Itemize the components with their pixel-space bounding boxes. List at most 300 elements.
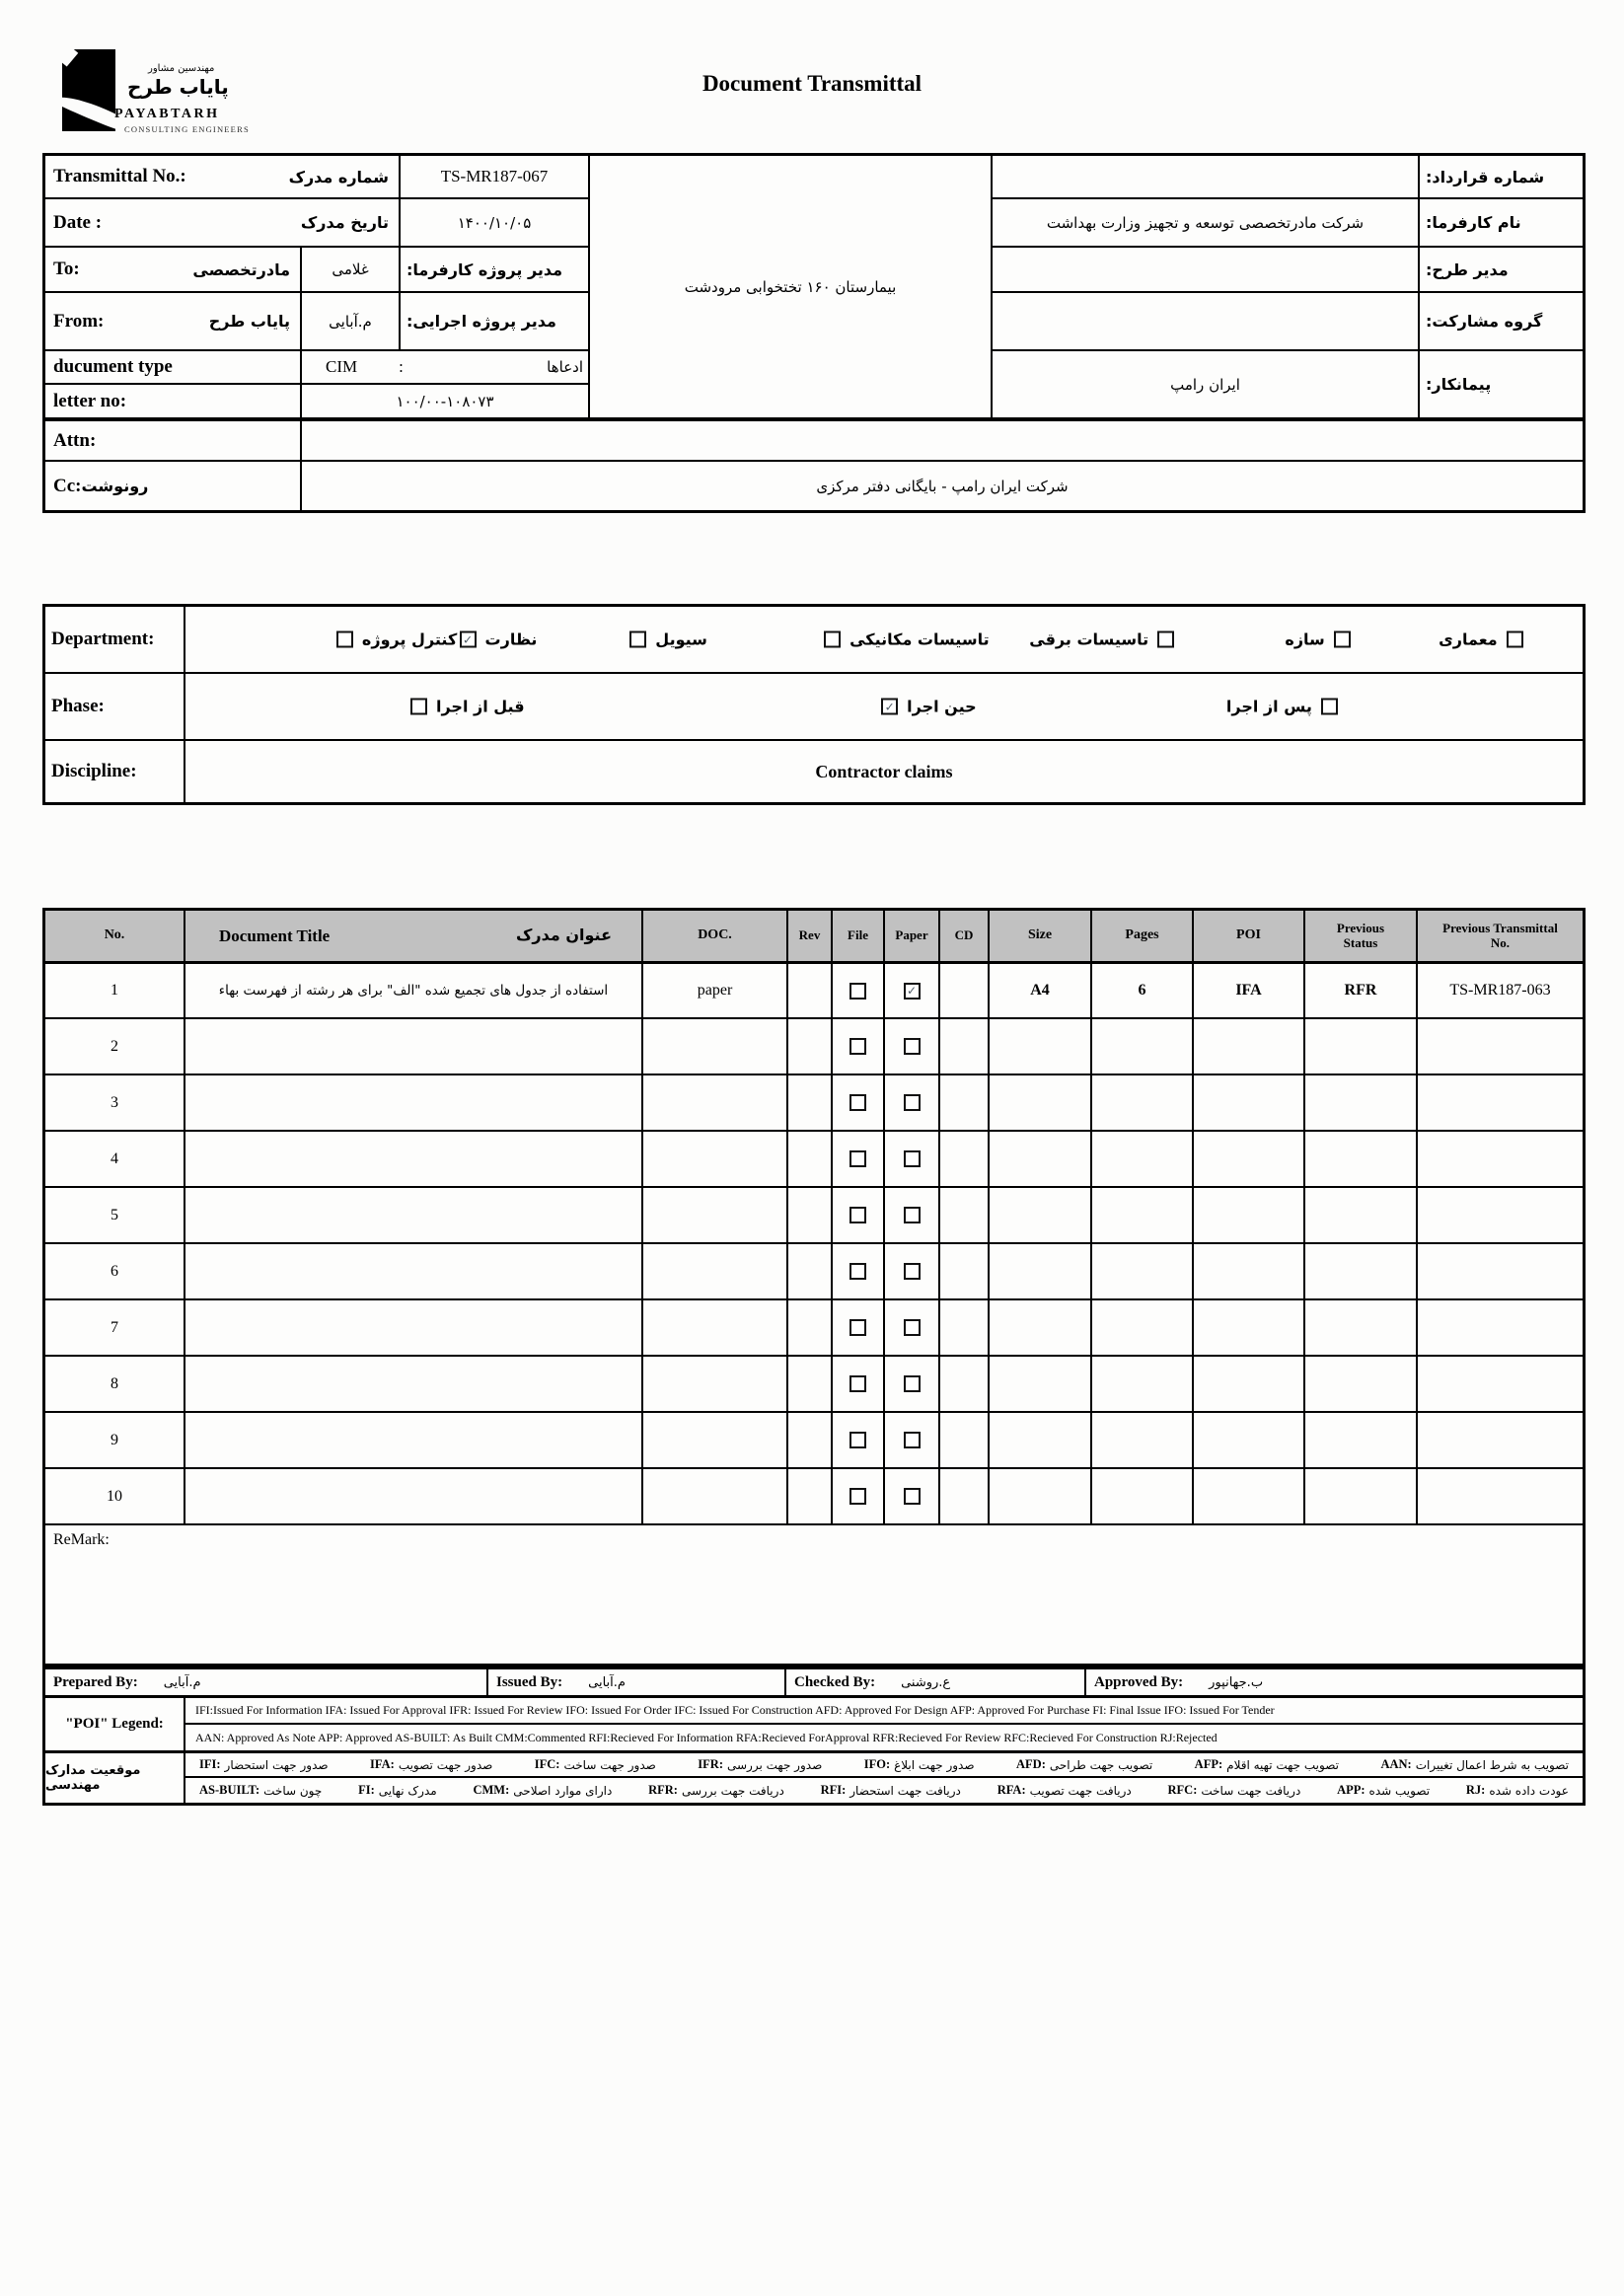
prepared-by-label: Prepared By: (53, 1673, 138, 1690)
legend-text: دارای موارد اصلاحی (513, 1783, 613, 1798)
row-prev-status (1305, 1357, 1418, 1413)
row-rev (788, 1357, 833, 1413)
row-cd (940, 1132, 990, 1188)
row-pages (1092, 1244, 1194, 1300)
legend-item (698, 1757, 822, 1772)
legend-item (1016, 1757, 1152, 1772)
row-prev-status (1305, 1132, 1418, 1188)
row-doc (643, 1413, 788, 1469)
row-file-cell (833, 964, 885, 1019)
transmittal-no-value: TS-MR187-067 (401, 156, 590, 199)
row-prev-status (1305, 1244, 1418, 1300)
checkbox-icon[interactable] (410, 699, 427, 715)
row-cd (940, 1075, 990, 1132)
row-paper-cell (885, 964, 940, 1019)
row-title (185, 1357, 643, 1413)
table-row (45, 1188, 1583, 1244)
legend-item (821, 1783, 961, 1798)
department-option-civil[interactable] (629, 630, 707, 649)
department-option-label: تاسیسات مکانیکی (849, 630, 990, 649)
logo-fa-name: پایاب طرح (127, 75, 229, 99)
col-header-no: No. (45, 911, 185, 964)
col-header-title-en: Document Title (219, 926, 331, 945)
remark-label: ReMark: (53, 1531, 110, 1548)
legend-code: IFA: (370, 1757, 395, 1771)
col-header-paper: Paper (885, 911, 940, 964)
row-rev (788, 1132, 833, 1188)
to-label-cell (45, 248, 302, 293)
paper-checkbox-icon[interactable] (904, 1375, 921, 1392)
legend-item (1195, 1757, 1339, 1772)
row-prev-transmittal (1418, 1413, 1583, 1469)
row-prev-status (1305, 1300, 1418, 1357)
project-manager-value (993, 248, 1420, 293)
from-label-fa: پایاب طرح (208, 312, 290, 331)
row-poi (1194, 1300, 1305, 1357)
transmittal-info-table (42, 153, 1586, 513)
to-label-fa: مادرتخصصی (192, 259, 290, 279)
row-cd (940, 1413, 990, 1469)
col-header-prev-transmittal: Previous Transmittal No. (1418, 911, 1583, 964)
paper-checkbox-icon[interactable] (904, 1207, 921, 1223)
row-prev-transmittal (1418, 1019, 1583, 1075)
row-doc (643, 1075, 788, 1132)
col-header-rev: Rev (788, 911, 833, 964)
cc-value: شرکت ایران رامپ - بایگانی دفتر مرکزی (816, 477, 1069, 495)
checkbox-icon[interactable] (824, 631, 841, 648)
legend-item (473, 1783, 612, 1798)
file-checkbox-icon[interactable] (849, 1207, 866, 1223)
row-prev-status (1305, 1413, 1418, 1469)
table-row (45, 1244, 1583, 1300)
col-header-prev-status: Previous Status (1305, 911, 1418, 964)
file-checkbox-icon[interactable] (849, 1375, 866, 1392)
letter-no-value: ۱۰۰/۰۰-۱۰۸۰۷۳ (302, 385, 590, 419)
row-doc (643, 1244, 788, 1300)
discipline-value: Contractor claims (815, 761, 953, 781)
row-poi (1194, 1075, 1305, 1132)
row-cd (940, 1244, 990, 1300)
checked-by-value: ع.روشنی (901, 1674, 951, 1690)
legend-code: IFO: (863, 1757, 891, 1771)
department-option-label: سیویل (655, 630, 707, 649)
row-doc (643, 1300, 788, 1357)
legend-text: تصویب جهت تهیه اقلام (1226, 1757, 1339, 1772)
legend-text: صدور جهت تصویب (398, 1757, 493, 1772)
legend-text: تصویب به شرط اعمال تغییرات (1415, 1757, 1569, 1772)
legend-code: APP: (1337, 1783, 1366, 1797)
row-doc (643, 1019, 788, 1075)
paper-checkbox-icon[interactable] (904, 1094, 921, 1111)
legend-text: صدور جهت ساخت (563, 1757, 656, 1772)
row-doc (643, 1188, 788, 1244)
paper-checkbox-icon[interactable] (904, 983, 921, 1000)
row-file-cell (833, 1188, 885, 1244)
row-doc (643, 1132, 788, 1188)
prepared-by-value: م.آبایی (163, 1674, 201, 1690)
legend-text: دریافت جهت بررسی (681, 1783, 784, 1798)
file-checkbox-icon[interactable] (849, 983, 866, 1000)
legend-item (1380, 1757, 1569, 1772)
paper-checkbox-icon[interactable] (904, 1488, 921, 1505)
department-option-structure[interactable] (1285, 630, 1350, 649)
legend-text: صدور جهت بررسی (727, 1757, 823, 1772)
phase-option-after-execution[interactable] (1226, 698, 1338, 716)
row-cd (940, 1188, 990, 1244)
row-file-cell (833, 1075, 885, 1132)
logo-en-tagline: CONSULTING ENGINEERS (124, 124, 250, 134)
legend-item (370, 1757, 492, 1772)
poi-legend-section (45, 1698, 1583, 1753)
page-title: Document Transmittal (701, 71, 923, 96)
row-paper-cell (885, 1075, 940, 1132)
phase-option-during-execution[interactable] (881, 698, 976, 716)
table-row (45, 1075, 1583, 1132)
table-row (45, 1413, 1583, 1469)
document-type-colon: : (399, 357, 404, 376)
from-person-value: م.آبایی (302, 293, 401, 351)
legend-item (997, 1783, 1132, 1798)
row-rev (788, 1075, 833, 1132)
row-prev-transmittal (1418, 1132, 1583, 1188)
legend-code: AFP: (1194, 1757, 1223, 1771)
logo-en-name: PAYABTARH (114, 107, 220, 121)
row-prev-transmittal (1418, 1188, 1583, 1244)
row-title: استفاده از جدول های تجمیع شده "الف" برای هر رشته از فهرست بهاء (185, 964, 643, 1019)
row-prev-status (1305, 1019, 1418, 1075)
row-no: 9 (45, 1413, 185, 1469)
col-header-file: File (833, 911, 885, 964)
legend-text: مدرک نهایی (378, 1783, 437, 1798)
row-size (990, 1132, 1092, 1188)
phase-option-before-execution[interactable] (410, 698, 525, 716)
department-option-label: معماری (1439, 630, 1498, 649)
row-no: 8 (45, 1357, 185, 1413)
col-header-title-fa: عنوان مدرک (516, 926, 612, 945)
row-size (990, 1188, 1092, 1244)
legend-item (1337, 1783, 1430, 1798)
discipline-label: Discipline: (45, 741, 185, 802)
project-name-cell: بیمارستان ۱۶۰ تختخوابی مرودشت (590, 156, 993, 419)
row-prev-transmittal (1418, 1357, 1583, 1413)
row-size (990, 1469, 1092, 1525)
row-cd (940, 1469, 990, 1525)
row-no: 3 (45, 1075, 185, 1132)
department-options (185, 607, 1583, 674)
row-title (185, 1019, 643, 1075)
poi-legend-label: "POI" Legend: (45, 1698, 185, 1750)
row-rev (788, 1300, 833, 1357)
document-type-label: ducument type (45, 351, 302, 385)
remark-section (45, 1525, 1583, 1664)
legend-code: RJ: (1465, 1783, 1486, 1797)
row-title (185, 1244, 643, 1300)
legend-item (535, 1757, 656, 1772)
from-role-label: مدیر پروژه اجرایی: (401, 293, 590, 351)
row-poi (1194, 1019, 1305, 1075)
row-doc (643, 1469, 788, 1525)
legend-code: IFC: (534, 1757, 560, 1771)
row-pages (1092, 1132, 1194, 1188)
col-header-size: Size (990, 911, 1092, 964)
poi-legend-line2: AAN: Approved As Note APP: Approved AS-BUILT: As Built CMM:Commented RFI:Recieved For Information RFA:Recieved ForApproval RFR:Recieved For Review RFC:Recieved For Construction RJ:Rejected (195, 1730, 1218, 1744)
row-no: 4 (45, 1132, 185, 1188)
checkbox-icon[interactable] (1507, 631, 1523, 648)
phase-options (185, 674, 1583, 741)
col-header-cd: CD (940, 911, 990, 964)
poi-legend-line1: IFI:Issued For Information IFA: Issued For Approval IFR: Issued For Review IFO: Issued For Order IFC: Issued For Construction AFD: Approved For Design AFP: Approved For Purchase FI: Final Issue IFO: Issued For Tender (185, 1698, 1583, 1725)
prepared-by-cell (45, 1669, 488, 1695)
to-role-label: مدیر پروژه کارفرما: (401, 248, 590, 293)
file-checkbox-icon[interactable] (849, 1150, 866, 1167)
cc-label-fa: رونوشت (81, 477, 149, 495)
date-label-fa: تاریخ مدرک (300, 213, 389, 232)
row-paper-cell (885, 1244, 940, 1300)
department-option-label: نظارت (484, 630, 538, 649)
legend-item (199, 1757, 329, 1772)
table-row (45, 1469, 1583, 1525)
row-paper-cell (885, 1188, 940, 1244)
row-poi (1194, 1132, 1305, 1188)
row-prev-transmittal (1418, 1300, 1583, 1357)
col-header-poi: POI (1194, 911, 1305, 964)
legend-code: FI: (358, 1783, 375, 1797)
row-pages (1092, 1469, 1194, 1525)
approved-by-cell (1086, 1669, 1583, 1695)
file-checkbox-icon[interactable] (849, 1038, 866, 1055)
document-type-value-fa: ادعاها (547, 358, 583, 376)
row-file-cell (833, 1019, 885, 1075)
date-label-cell (45, 199, 401, 248)
row-pages (1092, 1188, 1194, 1244)
row-title (185, 1075, 643, 1132)
legend-text: دریافت جهت تصویب (1029, 1783, 1132, 1798)
row-size (990, 1413, 1092, 1469)
checked-by-cell (786, 1669, 1086, 1695)
row-poi: IFA (1194, 964, 1305, 1019)
file-checkbox-icon[interactable] (849, 1263, 866, 1280)
attn-value (302, 419, 1583, 462)
row-rev (788, 964, 833, 1019)
row-no: 7 (45, 1300, 185, 1357)
row-prev-transmittal (1418, 1244, 1583, 1300)
legend-code: AS-BUILT: (199, 1783, 260, 1797)
legend-text: صدور جهت استحضار (224, 1757, 329, 1772)
paper-checkbox-icon[interactable] (904, 1263, 921, 1280)
legend-code: CMM: (473, 1783, 510, 1797)
signature-legend-table (42, 1666, 1586, 1806)
approved-by-value: ب.جهانپور (1209, 1674, 1264, 1690)
cc-label-en: Cc: (53, 475, 82, 496)
paper-checkbox-icon[interactable] (904, 1038, 921, 1055)
row-paper-cell (885, 1469, 940, 1525)
legend-text: تصویب شده (1368, 1783, 1431, 1798)
row-prev-status: RFR (1305, 964, 1418, 1019)
row-title (185, 1300, 643, 1357)
row-size: A4 (990, 964, 1092, 1019)
legend-code: RFC: (1167, 1783, 1198, 1797)
checkbox-icon[interactable] (336, 631, 353, 648)
document-table-header (45, 911, 1583, 964)
row-cd (940, 1300, 990, 1357)
row-paper-cell (885, 1413, 940, 1469)
legend-code: RFR: (648, 1783, 678, 1797)
row-title (185, 1188, 643, 1244)
page-header (0, 0, 1624, 153)
table-row (45, 1300, 1583, 1357)
fa-legend-section (45, 1753, 1583, 1803)
row-poi (1194, 1469, 1305, 1525)
department-option-mechanical[interactable] (824, 630, 989, 649)
legend-code: AFD: (1016, 1757, 1046, 1771)
row-file-cell (833, 1300, 885, 1357)
client-name-label: نام کارفرما: (1420, 199, 1583, 248)
row-no: 10 (45, 1469, 185, 1525)
row-file-cell (833, 1357, 885, 1413)
issued-by-label: Issued By: (496, 1673, 563, 1690)
project-manager-label: مدیر طرح: (1420, 248, 1583, 293)
row-doc (643, 1357, 788, 1413)
col-header-doc: DOC. (643, 911, 788, 964)
legend-text: دریافت جهت ساخت (1201, 1783, 1301, 1798)
file-checkbox-icon[interactable] (849, 1094, 866, 1111)
contract-no-value (993, 156, 1420, 199)
legend-text: صدور جهت ابلاغ (894, 1757, 975, 1772)
date-label-en: Date : (53, 211, 103, 233)
row-no: 2 (45, 1019, 185, 1075)
row-prev-status (1305, 1075, 1418, 1132)
row-no: 1 (45, 964, 185, 1019)
contractor-label: پیمانکار: (1420, 351, 1583, 419)
row-poi (1194, 1357, 1305, 1413)
legend-code: IFI: (199, 1757, 221, 1771)
row-pages (1092, 1075, 1194, 1132)
letter-no-label: letter no: (45, 385, 302, 419)
date-value: ۱۴۰۰/۱۰/۰۵ (401, 199, 590, 248)
checkbox-icon[interactable] (1157, 631, 1174, 648)
table-row (45, 964, 1583, 1019)
row-paper-cell (885, 1132, 940, 1188)
legend-text: تصویب جهت طراحی (1049, 1757, 1153, 1772)
checkbox-icon[interactable] (1334, 631, 1351, 648)
contract-no-label: شماره قرارداد: (1420, 156, 1583, 199)
paper-checkbox-icon[interactable] (904, 1319, 921, 1336)
fa-legend-line1 (185, 1753, 1583, 1778)
transmittal-no-label-cell (45, 156, 401, 199)
from-label-cell (45, 293, 302, 351)
checkbox-icon[interactable] (629, 631, 646, 648)
phase-label: Phase: (45, 674, 185, 741)
phase-option-label: حین اجرا (907, 697, 977, 716)
department-option-label: کنترل پروژه (361, 630, 458, 649)
department-option-supervision[interactable] (460, 630, 538, 649)
classification-table (42, 604, 1586, 805)
legend-item (1466, 1783, 1569, 1798)
department-option-architecture[interactable] (1439, 630, 1523, 649)
client-name-value: شرکت مادرتخصصی توسعه و تجهیز وزارت بهداشت (993, 199, 1420, 248)
document-type-cell (302, 351, 590, 385)
file-checkbox-icon[interactable] (849, 1319, 866, 1336)
row-file-cell (833, 1132, 885, 1188)
row-file-cell (833, 1244, 885, 1300)
row-rev (788, 1244, 833, 1300)
file-checkbox-icon[interactable] (849, 1432, 866, 1448)
paper-checkbox-icon[interactable] (904, 1150, 921, 1167)
row-prev-status (1305, 1188, 1418, 1244)
legend-item (1168, 1783, 1301, 1798)
row-prev-status (1305, 1469, 1418, 1525)
legend-item (358, 1783, 437, 1798)
from-label-en: From: (53, 310, 105, 332)
department-option-electrical[interactable] (1029, 630, 1174, 649)
legend-item (864, 1757, 975, 1772)
partnership-group-label: گروه مشارکت: (1420, 293, 1583, 351)
transmittal-no-label-en: Transmittal No.: (53, 166, 186, 186)
row-no: 5 (45, 1188, 185, 1244)
row-file-cell (833, 1469, 885, 1525)
to-person-value: غلامی (302, 248, 401, 293)
fa-legend-label: موقعیت مدارک مهندسی (45, 1753, 185, 1803)
row-prev-transmittal (1418, 1469, 1583, 1525)
row-paper-cell (885, 1019, 940, 1075)
checkbox-icon[interactable] (460, 631, 477, 648)
row-pages: 6 (1092, 964, 1194, 1019)
approved-by-label: Approved By: (1094, 1673, 1184, 1690)
attn-label: Attn: (45, 419, 302, 462)
legend-text: عودت داده شده (1489, 1783, 1569, 1798)
table-row (45, 1357, 1583, 1413)
logo-fa-tagline: مهندسین مشاور (148, 63, 215, 74)
row-no: 6 (45, 1244, 185, 1300)
issued-by-cell (488, 1669, 786, 1695)
row-pages (1092, 1019, 1194, 1075)
department-option-label: سازه (1285, 630, 1325, 649)
checkbox-icon[interactable] (1321, 699, 1338, 715)
table-row (45, 1132, 1583, 1188)
legend-item (648, 1783, 784, 1798)
col-header-title (185, 911, 643, 964)
row-size (990, 1300, 1092, 1357)
row-paper-cell (885, 1300, 940, 1357)
phase-option-label: قبل از اجرا (435, 697, 525, 716)
row-size (990, 1244, 1092, 1300)
department-option-control-project[interactable] (336, 630, 457, 649)
checked-by-label: Checked By: (794, 1673, 876, 1690)
paper-checkbox-icon[interactable] (904, 1432, 921, 1448)
partnership-group-value (993, 293, 1420, 351)
row-pages (1092, 1413, 1194, 1469)
logo-notch-shape (62, 49, 78, 67)
row-cd (940, 1357, 990, 1413)
row-cd (940, 1019, 990, 1075)
table-row (45, 1019, 1583, 1075)
row-rev (788, 1188, 833, 1244)
row-size (990, 1357, 1092, 1413)
checkbox-icon[interactable] (881, 699, 898, 715)
row-rev (788, 1413, 833, 1469)
phase-option-label: پس از اجرا (1225, 697, 1312, 716)
row-title (185, 1469, 643, 1525)
cc-label-cell (45, 462, 302, 510)
file-checkbox-icon[interactable] (849, 1488, 866, 1505)
department-label: Department: (45, 607, 185, 674)
row-poi (1194, 1413, 1305, 1469)
row-pages (1092, 1300, 1194, 1357)
issued-by-value: م.آبایی (588, 1674, 626, 1690)
row-size (990, 1075, 1092, 1132)
row-poi (1194, 1244, 1305, 1300)
row-file-cell (833, 1413, 885, 1469)
